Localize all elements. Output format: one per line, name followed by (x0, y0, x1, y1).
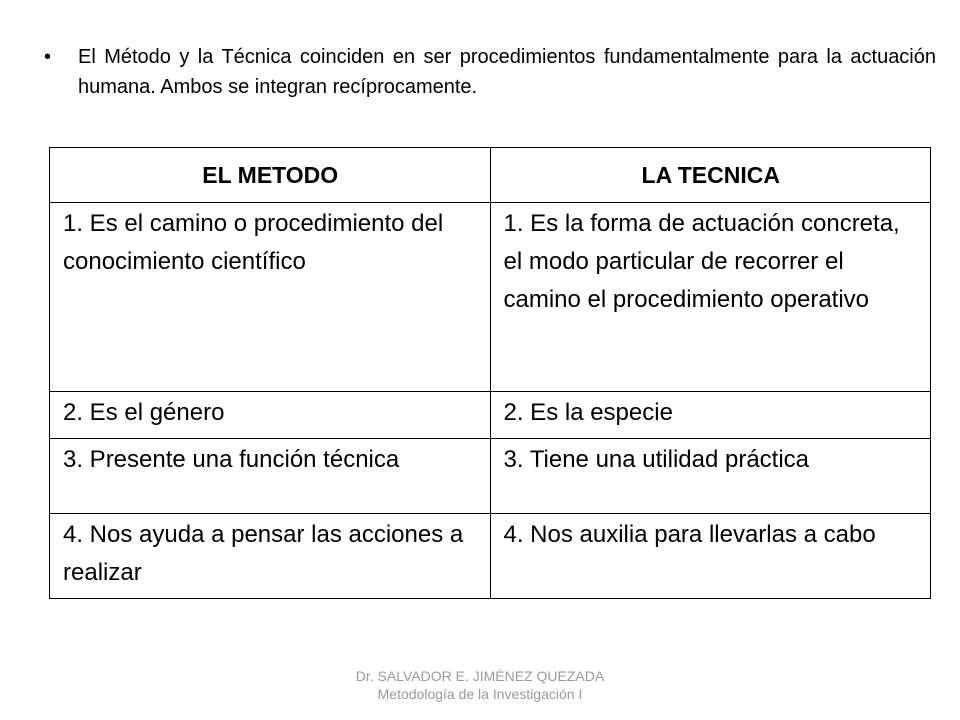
cell-metodo-1: 1. Es el camino o procedimiento del conocimiento científico (50, 203, 491, 392)
cell-tecnica-1: 1. Es la forma de actuación concreta, el modo particular de recorrer el camino el procedimiento operativo (490, 203, 931, 392)
cell-tecnica-2: 2. Es la especie (490, 392, 931, 439)
intro-bullet (44, 42, 936, 102)
intro-text: El Método y la Técnica coinciden en ser procedimientos fundamentalmente para la actuación humana. Ambos se integran recíprocamente. (78, 46, 936, 98)
footer-author: Dr. SALVADOR E. JIMÉNEZ QUEZADA (355, 668, 605, 684)
table-row (50, 203, 931, 392)
cell-tecnica-4: 4. Nos auxilia para llevarlas a cabo (490, 514, 931, 599)
cell-metodo-2: 2. Es el género (50, 392, 491, 439)
table-row (50, 439, 931, 514)
comparison-table (49, 147, 931, 599)
footer-course: Metodología de la Investigación I (377, 686, 583, 702)
table-row (50, 392, 931, 439)
cell-metodo-4: 4. Nos ayuda a pensar las acciones a realizar (50, 514, 491, 599)
table-row (50, 514, 931, 599)
slide-footer (0, 667, 960, 703)
header-tecnica: LA TECNICA (490, 148, 931, 203)
cell-tecnica-3: 3. Tiene una utilidad práctica (490, 439, 931, 514)
cell-metodo-3: 3. Presente una función técnica (50, 439, 491, 514)
header-metodo: EL METODO (50, 148, 491, 203)
bullet-dot-icon: • (44, 46, 52, 68)
table-header-row (50, 148, 931, 203)
